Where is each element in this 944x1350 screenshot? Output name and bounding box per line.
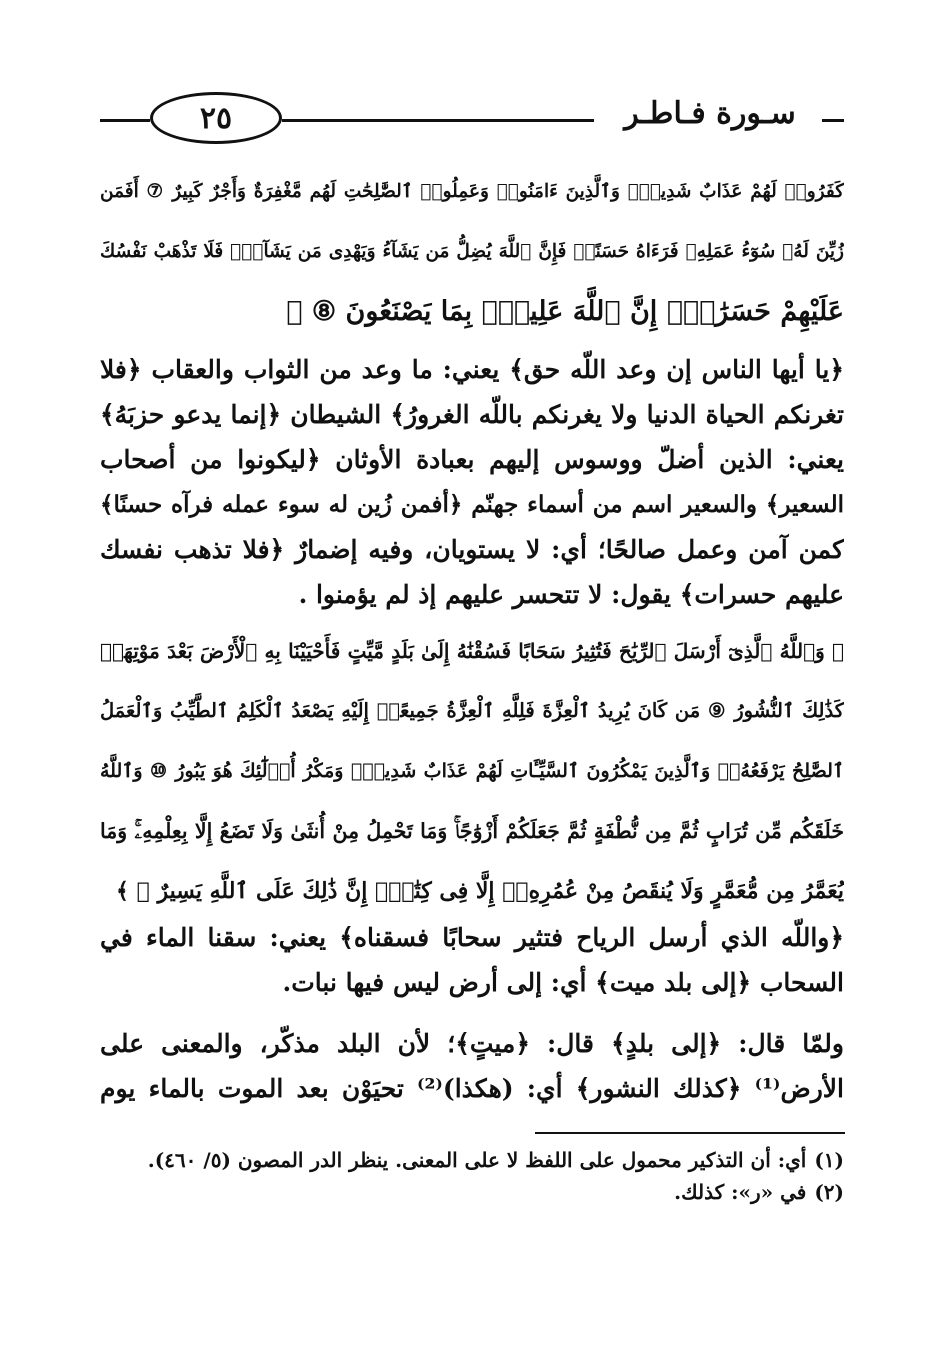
quran-line: كَفَرُوا۟ لَهُمْ عَذَابٌ شَدِيدٌۖ وَٱلَّذِينَ ءَامَنُوا۟ وَعَمِلُوا۟ ٱلصَّٰلِحَٰتِ لَهُم مَّغْفِرَةٌ وَأَجْرٌ كَبِيرٌ ⑦ أَفَمَن	[100, 181, 844, 202]
quran-line: خَلَقَكُم مِّن تُرَابٍ ثُمَّ مِن نُّطْفَةٍ ثُمَّ جَعَلَكُمْ أَزْوَٰجًاۚ وَمَا تَحْمِلُ مِنْ أُنثَىٰ وَلَا تَضَعُ إِلَّا بِعِلْمِهِۦۚ وَمَا	[100, 819, 844, 843]
tafsir-line: ﴿واللّه الذي أرسل الرياح فتثير سحابًا فسقناه﴾ يعني: سقنا الماء في	[100, 923, 844, 952]
tafsir-paragraph-1	[100, 347, 844, 617]
footnote-number: (٢)	[814, 1180, 844, 1204]
quran-line: عَلَيْهِمْ حَسَرَٰتٍۚ إِنَّ ٱللَّهَ عَلِيمٌۢ بِمَا يَصْنَعُونَ ⑧ ﴾	[286, 296, 844, 327]
tafsir-line: يعني: الذين أضلّ ووسوس إليهم بعبادة الأوثان ﴿ليكونوا من أصحاب	[100, 445, 844, 474]
page-number: ٢٥	[150, 92, 282, 144]
header-rule-left	[100, 119, 150, 122]
tafsir-paragraph-3	[100, 1021, 844, 1111]
quran-line: ﴿ وَٱللَّهُ ٱلَّذِىٓ أَرْسَلَ ٱلرِّيَٰحَ فَتُثِيرُ سَحَابًا فَسُقْنَٰهُ إِلَىٰ بَلَدٍ مَّيِّتٍ فَأَحْيَيْنَا بِهِ ٱلْأَرْضَ بَعْدَ مَوْتِهَاۚ	[100, 639, 844, 663]
footnote-number: (١)	[814, 1148, 844, 1172]
footnote-text: أي: أن التذكير محمول على اللفظ لا على المعنى. ينظر الدر المصون (٥/ ٤٦٠).	[147, 1148, 807, 1172]
footnotes	[100, 1144, 844, 1208]
footnote-text: في «ر»: كذلك.	[674, 1180, 807, 1204]
tafsir-line: السعير﴾ والسعير اسم من أسماء جهنّم ﴿أفمن زُين له سوء عمله فرآه حسنًا﴾	[100, 491, 844, 518]
tafsir-paragraph-2	[100, 915, 844, 1005]
quran-line: كَذَٰلِكَ ٱلنُّشُورُ ⑨ مَن كَانَ يُرِيدُ ٱلْعِزَّةَ فَلِلَّهِ ٱلْعِزَّةُ جَمِيعًاۚ إِلَيْهِ يَصْعَدُ ٱلْكَلِمُ ٱلطَّيِّبُ وَٱلْعَمَلُ	[100, 699, 844, 722]
tafsir-line: تغرنكم الحياة الدنيا ولا يغرنكم باللّه الغرورُ﴾ الشيطان ﴿إنما يدعو حزبَهُ﴾	[100, 400, 844, 429]
footnote-separator	[535, 1132, 845, 1134]
header-rule-middle	[282, 119, 594, 122]
tafsir-line: ولمّا قال: ﴿إلى بلدٍ﴾ قال: ﴿ميتٍ﴾؛ لأن البلد مذكّر، والمعنى على	[100, 1029, 844, 1058]
quran-line: زُيِّنَ لَهُۥ سُوٓءُ عَمَلِهِۦ فَرَءَاهُ حَسَنًاۖ فَإِنَّ ٱللَّهَ يُضِلُّ مَن يَشَآءُ وَيَهْدِى مَن يَشَآءُۖ فَلَا تَذْهَبْ نَفْسُكَ	[100, 241, 844, 262]
tafsir-line: الأرض⁽¹⁾ ﴿كذلك النشور﴾ أي: (هكذا)⁽²⁾ تحيَوْن بعد الموت بالماء يوم	[100, 1074, 844, 1103]
footnote	[100, 1176, 844, 1208]
quran-line: ٱلصَّٰلِحُ يَرْفَعُهُۥۚ وَٱلَّذِينَ يَمْكُرُونَ ٱلسَّيِّـَٔاتِ لَهُمْ عَذَابٌ شَدِيدٌۖ وَمَكْرُ أُو۟لَٰٓئِكَ هُوَ يَبُورُ ⑩ وَٱللَّهُ	[100, 760, 844, 782]
tafsir-line: ﴿يا أيها الناس إن وعد اللّه حق﴾ يعني: ما وعد من الثواب والعقاب ﴿فلا	[100, 355, 844, 384]
tafsir-line: كمن آمن وعمل صالحًا؛ أي: لا يستويان، وفيه إضمارٌ ﴿فلا تذهب نفسك	[100, 535, 844, 564]
quran-verses-block-2	[100, 621, 844, 921]
footnote	[100, 1144, 844, 1176]
tafsir-line: السحاب ﴿إلى بلد ميت﴾ أي: إلى أرض ليس فيها نبات.	[282, 968, 844, 997]
page-header	[100, 88, 844, 150]
header-rule-right	[822, 119, 844, 122]
quran-verses-block-1	[100, 162, 844, 342]
surah-title: سـورة فـاطـر	[624, 96, 796, 131]
tafsir-line: عليهم حسرات﴾ يقول: لا تتحسر عليهم إذ لم يؤمنوا .	[298, 580, 844, 609]
quran-line: يُعَمَّرُ مِن مُّعَمَّرٍ وَلَا يُنقَصُ مِنْ عُمُرِهِۦٓ إِلَّا فِى كِتَٰبٍۚ إِنَّ ذَٰلِكَ عَلَى ٱللَّهِ يَسِيرٌ ⑪ ﴾	[116, 878, 844, 904]
